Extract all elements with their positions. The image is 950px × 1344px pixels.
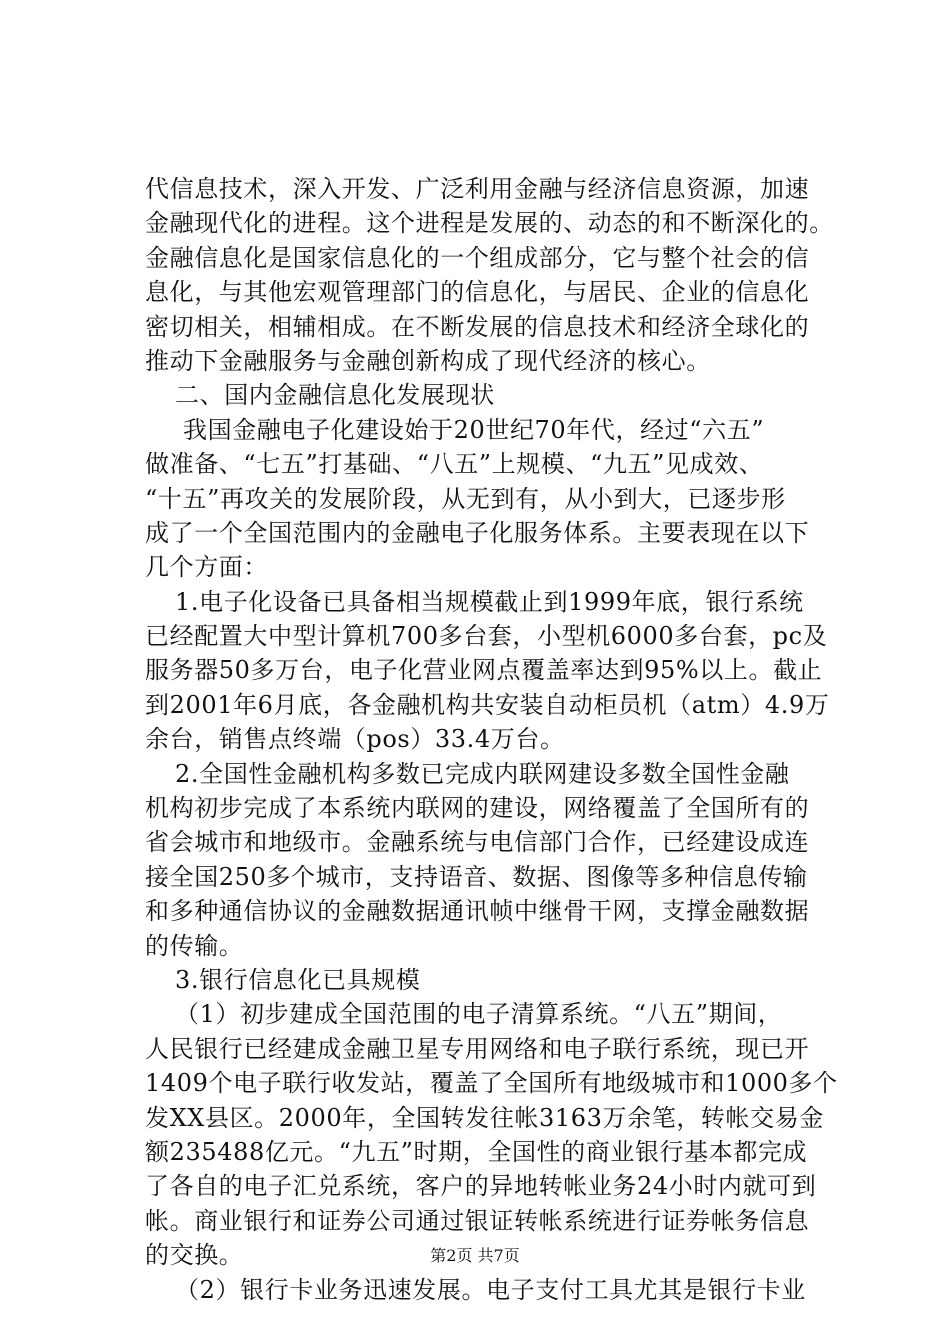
text-line: 二、国内金融信息化发展现状 [175,381,495,410]
text-line: 息化，与其他宏观管理部门的信息化，与居民、企业的信息化 [145,278,810,307]
text-line: 1.电子化设备已具备相当规模截止到1999年底，银行系统 [175,587,804,616]
text-line: 机构初步完成了本系统内联网的建设，网络覆盖了全国所有的 [145,794,810,823]
text-line: 和多种通信协议的金融数据通讯帧中继骨干网，支撑金融数据 [145,897,810,926]
text-line: 成了一个全国范围内的金融电子化服务体系。主要表现在以下 [145,518,810,547]
text-line: 帐。商业银行和证券公司通过银证转帐系统进行证券帐务信息 [145,1206,810,1235]
text-line: “十五”再攻关的发展阶段，从无到有，从小到大，已逐步形 [145,484,786,513]
text-line: 额235488亿元。“九五”时期，全国性的商业银行基本都完成 [145,1137,808,1166]
text-line: 做准备、“七五”打基础、“八五”上规模、“九五”见成效、 [145,450,764,479]
text-line: 金融信息化是国家信息化的一个组成部分，它与整个社会的信 [145,243,810,272]
text-line: 人民银行已经建成金融卫星专用网络和电子联行系统，现已开 [145,1034,810,1063]
text-line: 2.全国性金融机构多数已完成内联网建设多数全国性金融 [175,759,790,788]
text-line: 已经配置大中型计算机700多台套，小型机6000多台套，pc及 [145,622,828,651]
text-line: （2）银行卡业务迅速发展。电子支付工具尤其是银行卡业 [175,1275,806,1304]
text-line: 1409个电子联行收发站，覆盖了全国所有地级城市和1000多个 [145,1069,838,1098]
text-line: 到2001年6月底，各金融机构共安装自动柜员机（atm）4.9万 [145,690,830,719]
text-line: 余台，销售点终端（pos）33.4万台。 [145,725,565,754]
document-body [145,172,845,1307]
text-line: 的交换。 [145,1241,244,1270]
text-line: 3.银行信息化已具规模 [175,965,421,994]
text-line: 接全国250多个城市，支持语音、数据、图像等多种信息传输 [145,862,808,891]
text-line: 了各自的电子汇兑系统，客户的异地转帐业务24小时内就可到 [145,1172,817,1201]
text-line: 推动下金融服务与金融创新构成了现代经济的核心。 [145,346,711,375]
text-line: 金融现代化的进程。这个进程是发展的、动态的和不断深化的。 [145,209,834,238]
text-line: 几个方面： [145,553,268,582]
text-line: 我国金融电子化建设始于20世纪70年代，经过“六五” [183,415,765,444]
text-line: 密切相关，相辅相成。在不断发展的信息技术和经济全球化的 [145,312,810,341]
text-line: 代信息技术，深入开发、广泛利用金融与经济信息资源，加速 [145,175,810,203]
text-line: 发XX县区。2000年，全国转发往帐3163万余笔，转帐交易金 [145,1103,824,1132]
text-line: （1）初步建成全国范围的电子清算系统。“八五”期间， [175,1000,783,1029]
text-line: 的传输。 [145,931,244,960]
text-line: 服务器50多万台，电子化营业网点覆盖率达到95%以上。截止 [145,656,823,685]
page-footer: 第2页 共7页 [430,1246,520,1265]
text-line: 省会城市和地级市。金融系统与电信部门合作，已经建设成连 [145,828,810,857]
